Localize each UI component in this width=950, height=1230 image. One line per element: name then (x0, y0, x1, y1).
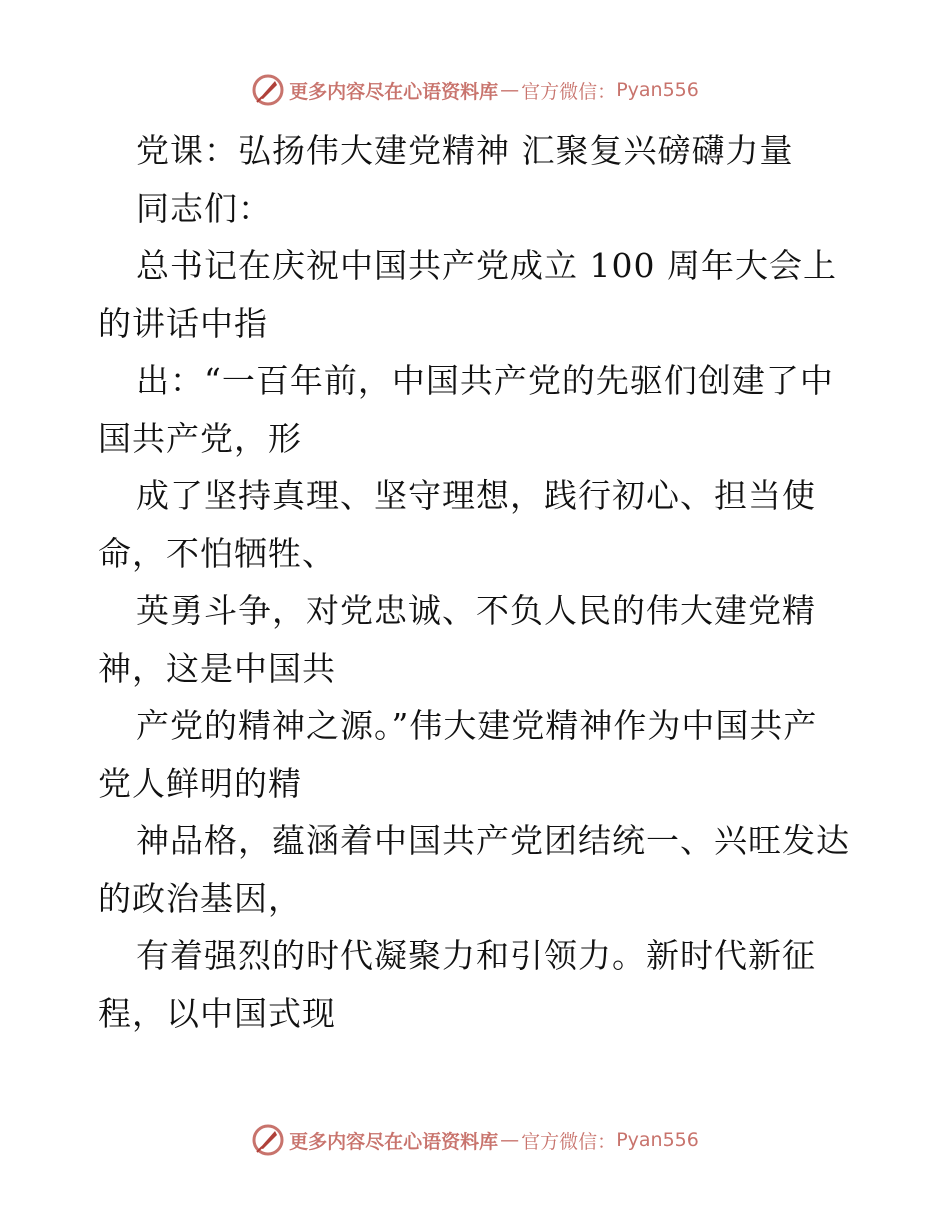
header-watermark-banner (0, 70, 950, 110)
watermark-official-label: 官方微信： (521, 1130, 617, 1153)
document-line: 的政治基因， (98, 878, 302, 918)
watermark-separator: — (500, 79, 520, 101)
document-line: 出：“一百年前，中国共产党的先驱们创建了中 (136, 361, 834, 400)
watermark-account: Pyan556 (616, 79, 699, 101)
document-line: 程，以中国式现 (98, 993, 336, 1033)
document-line: 国共产党，形 (98, 418, 302, 458)
quill-logo-icon (251, 1123, 285, 1157)
document-line: 神，这是中国共 (98, 648, 336, 688)
quill-logo-icon (251, 73, 285, 107)
watermark-official-label: 官方微信： (521, 80, 617, 103)
document-line: 英勇斗争，对党忠诚、不负人民的伟大建党精 (136, 591, 816, 630)
watermark-brand-text: 更多内容尽在心语资料库 (289, 80, 499, 103)
document-line: 神品格，蕴涵着中国共产党团结统一、兴旺发达 (136, 821, 850, 860)
document-line: 同志们： (136, 188, 272, 228)
document-line: 成了坚持真理、坚守理想，践行初心、担当使 (136, 476, 816, 515)
document-line: 的讲话中指 (98, 303, 268, 343)
document-line: 党课：弘扬伟大建党精神 汇聚复兴磅礴力量 (136, 131, 794, 170)
document-line: 命，不怕牺牲、 (98, 533, 336, 573)
document-line: 产党的精神之源。”伟大建党精神作为中国共产 (136, 706, 818, 745)
document-body (98, 122, 868, 1042)
watermark-brand-text: 更多内容尽在心语资料库 (289, 1130, 499, 1153)
watermark-account: Pyan556 (616, 1129, 699, 1151)
watermark-separator: — (500, 1129, 520, 1151)
document-line: 党人鲜明的精 (98, 763, 302, 803)
document-line: 总书记在庆祝中国共产党成立 100 周年大会上 (136, 246, 837, 285)
footer-watermark-banner (0, 1120, 950, 1160)
document-line: 有着强烈的时代凝聚力和引领力。新时代新征 (136, 936, 816, 975)
